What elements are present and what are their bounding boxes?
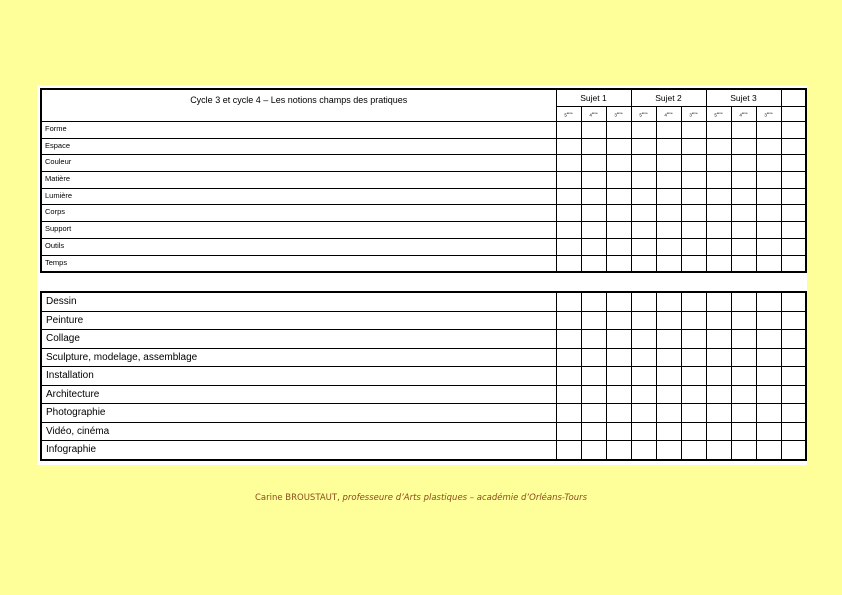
checkbox-cell[interactable] [681, 311, 706, 330]
table-row [41, 385, 806, 404]
table-row [41, 188, 806, 205]
checkbox-cell[interactable] [756, 330, 781, 349]
checkbox-cell[interactable] [731, 348, 756, 367]
checkbox-cell[interactable] [581, 172, 606, 189]
checkbox-cell[interactable] [731, 311, 756, 330]
checkbox-cell[interactable] [606, 255, 631, 272]
checkbox-cell[interactable] [656, 404, 681, 423]
checkbox-cell[interactable] [606, 292, 631, 311]
row-label: Couleur [41, 155, 556, 172]
checkbox-cell[interactable] [556, 122, 581, 139]
checkbox-cell[interactable] [781, 330, 806, 349]
checkbox-cell[interactable] [606, 155, 631, 172]
checkbox-cell[interactable] [781, 311, 806, 330]
level-header [581, 107, 606, 122]
checkbox-cell[interactable] [706, 255, 731, 272]
checkbox-cell[interactable] [606, 238, 631, 255]
checkbox-cell[interactable] [781, 422, 806, 441]
checkbox-cell[interactable] [756, 255, 781, 272]
table-row [41, 311, 806, 330]
checkbox-cell[interactable] [631, 385, 656, 404]
level-suffix: ème [741, 110, 748, 115]
checkbox-cell[interactable] [631, 348, 656, 367]
checkbox-cell[interactable] [731, 188, 756, 205]
level-number: 4 [664, 112, 667, 118]
checkbox-cell[interactable] [581, 348, 606, 367]
checkbox-cell[interactable] [731, 222, 756, 239]
checkbox-cell[interactable] [781, 138, 806, 155]
checkbox-cell[interactable] [781, 222, 806, 239]
checkbox-cell[interactable] [681, 292, 706, 311]
table-row [41, 172, 806, 189]
checkbox-cell[interactable] [756, 238, 781, 255]
table-title: Cycle 3 et cycle 4 – Les notions champs des pratiques [41, 89, 556, 122]
subject-header-3: Sujet 3 [706, 89, 781, 107]
checkbox-cell[interactable] [781, 122, 806, 139]
header-row [41, 89, 806, 107]
checkbox-cell[interactable] [781, 238, 806, 255]
checkbox-cell[interactable] [581, 255, 606, 272]
checkbox-cell[interactable] [631, 238, 656, 255]
row-label: Photographie [41, 404, 556, 423]
checkbox-cell[interactable] [581, 404, 606, 423]
row-label: Dessin [41, 292, 556, 311]
level-header [556, 107, 581, 122]
level-header [656, 107, 681, 122]
checkbox-cell[interactable] [731, 404, 756, 423]
checkbox-cell[interactable] [581, 311, 606, 330]
checkbox-cell[interactable] [731, 255, 756, 272]
row-label: Collage [41, 330, 556, 349]
checkbox-cell[interactable] [756, 155, 781, 172]
extra-header-cell [781, 89, 806, 107]
checkbox-cell[interactable] [706, 205, 731, 222]
level-number: 4 [739, 112, 742, 118]
checkbox-cell[interactable] [756, 348, 781, 367]
practices-table [40, 291, 807, 461]
checkbox-cell[interactable] [706, 188, 731, 205]
checkbox-cell[interactable] [781, 188, 806, 205]
row-label: Corps [41, 205, 556, 222]
checkbox-cell[interactable] [556, 172, 581, 189]
checkbox-cell[interactable] [606, 404, 631, 423]
level-header [756, 107, 781, 122]
checkbox-cell[interactable] [681, 238, 706, 255]
table-row [41, 292, 806, 311]
checkbox-cell[interactable] [731, 172, 756, 189]
checkbox-cell[interactable] [681, 222, 706, 239]
checkbox-cell[interactable] [656, 205, 681, 222]
checkbox-cell[interactable] [631, 222, 656, 239]
row-label: Sculpture, modelage, assemblage [41, 348, 556, 367]
checkbox-cell[interactable] [556, 138, 581, 155]
checkbox-cell[interactable] [731, 367, 756, 386]
checkbox-cell[interactable] [556, 205, 581, 222]
level-number: 3 [614, 112, 617, 118]
checkbox-cell[interactable] [656, 367, 681, 386]
checkbox-cell[interactable] [581, 330, 606, 349]
footer-separator: , [337, 493, 343, 503]
checkbox-cell[interactable] [656, 292, 681, 311]
checkbox-cell[interactable] [681, 385, 706, 404]
checkbox-cell[interactable] [756, 205, 781, 222]
checkbox-cell[interactable] [681, 155, 706, 172]
table-row [41, 255, 806, 272]
checkbox-cell[interactable] [781, 172, 806, 189]
checkbox-cell[interactable] [631, 188, 656, 205]
checkbox-cell[interactable] [781, 292, 806, 311]
table-row [41, 367, 806, 386]
checkbox-cell[interactable] [631, 155, 656, 172]
checkbox-cell[interactable] [556, 255, 581, 272]
checkbox-cell[interactable] [606, 422, 631, 441]
level-number: 3 [689, 112, 692, 118]
checkbox-cell[interactable] [581, 238, 606, 255]
table-row [41, 422, 806, 441]
checkbox-cell[interactable] [756, 292, 781, 311]
checkbox-cell[interactable] [781, 441, 806, 460]
author-name: Carine BROUSTAUT [254, 493, 338, 503]
row-label: Architecture [41, 385, 556, 404]
checkbox-cell[interactable] [556, 311, 581, 330]
checkbox-cell[interactable] [681, 348, 706, 367]
table-row [41, 330, 806, 349]
checkbox-cell[interactable] [781, 348, 806, 367]
level-number: 3 [764, 112, 767, 118]
level-header [731, 107, 756, 122]
table-row [41, 122, 806, 139]
row-label: Outils [41, 238, 556, 255]
checkbox-cell[interactable] [581, 122, 606, 139]
subject-header-1: Sujet 1 [556, 89, 631, 107]
checkbox-cell[interactable] [606, 122, 631, 139]
level-suffix: ème [616, 110, 623, 115]
notions-table [40, 88, 807, 273]
checkbox-cell[interactable] [631, 255, 656, 272]
checkbox-cell[interactable] [581, 205, 606, 222]
checkbox-cell[interactable] [606, 222, 631, 239]
row-label: Vidéo, cinéma [41, 422, 556, 441]
checkbox-cell[interactable] [756, 367, 781, 386]
level-header-empty [781, 107, 806, 122]
checkbox-cell[interactable] [556, 367, 581, 386]
row-label: Espace [41, 138, 556, 155]
checkbox-cell[interactable] [681, 122, 706, 139]
checkbox-cell[interactable] [656, 122, 681, 139]
checkbox-cell[interactable] [606, 205, 631, 222]
checkbox-cell[interactable] [731, 205, 756, 222]
checkbox-cell[interactable] [581, 222, 606, 239]
checkbox-cell[interactable] [706, 441, 731, 460]
table-row [41, 238, 806, 255]
checkbox-cell[interactable] [556, 441, 581, 460]
checkbox-cell[interactable] [556, 222, 581, 239]
checkbox-cell[interactable] [556, 348, 581, 367]
level-suffix: ème [716, 110, 723, 115]
table-row [41, 155, 806, 172]
level-suffix: ème [641, 110, 648, 115]
checkbox-cell[interactable] [606, 188, 631, 205]
checkbox-cell[interactable] [756, 441, 781, 460]
checkbox-cell[interactable] [731, 155, 756, 172]
checkbox-cell[interactable] [781, 385, 806, 404]
level-header [606, 107, 631, 122]
checkbox-cell[interactable] [606, 138, 631, 155]
checkbox-cell[interactable] [556, 238, 581, 255]
checkbox-cell[interactable] [606, 385, 631, 404]
checkbox-cell[interactable] [706, 348, 731, 367]
author-role: professeure d’Arts plastiques – académie d’Orléans-Tours [342, 493, 588, 503]
checkbox-cell[interactable] [656, 441, 681, 460]
level-suffix: ème [666, 110, 673, 115]
checkbox-cell[interactable] [681, 441, 706, 460]
checkbox-cell[interactable] [731, 138, 756, 155]
level-suffix: ème [591, 110, 598, 115]
checkbox-cell[interactable] [706, 330, 731, 349]
checkbox-cell[interactable] [556, 422, 581, 441]
checkbox-cell[interactable] [656, 255, 681, 272]
row-label: Peinture [41, 311, 556, 330]
checkbox-cell[interactable] [756, 172, 781, 189]
level-header [706, 107, 731, 122]
checkbox-cell[interactable] [681, 422, 706, 441]
checkbox-cell[interactable] [656, 188, 681, 205]
checkbox-cell[interactable] [756, 422, 781, 441]
row-label: Installation [41, 367, 556, 386]
table-row [41, 404, 806, 423]
checkbox-cell[interactable] [581, 155, 606, 172]
checkbox-cell[interactable] [681, 188, 706, 205]
checkbox-cell[interactable] [681, 404, 706, 423]
checkbox-cell[interactable] [656, 330, 681, 349]
checkbox-cell[interactable] [756, 404, 781, 423]
level-number: 5 [714, 112, 717, 118]
checkbox-cell[interactable] [656, 238, 681, 255]
checkbox-cell[interactable] [706, 138, 731, 155]
checkbox-cell[interactable] [681, 330, 706, 349]
level-header [631, 107, 656, 122]
row-label: Lumière [41, 188, 556, 205]
checkbox-cell[interactable] [556, 404, 581, 423]
checkbox-cell[interactable] [706, 155, 731, 172]
notions-sheet [37, 85, 807, 465]
level-suffix: ème [766, 110, 773, 115]
checkbox-cell[interactable] [581, 138, 606, 155]
checkbox-cell[interactable] [781, 255, 806, 272]
row-label: Matière [41, 172, 556, 189]
level-number: 4 [589, 112, 592, 118]
checkbox-cell[interactable] [706, 311, 731, 330]
subject-header-2: Sujet 2 [631, 89, 706, 107]
checkbox-cell[interactable] [581, 422, 606, 441]
checkbox-cell[interactable] [706, 172, 731, 189]
checkbox-cell[interactable] [631, 367, 656, 386]
checkbox-cell[interactable] [731, 441, 756, 460]
checkbox-cell[interactable] [681, 367, 706, 386]
checkbox-cell[interactable] [656, 155, 681, 172]
checkbox-cell[interactable] [706, 385, 731, 404]
checkbox-cell[interactable] [631, 330, 656, 349]
checkbox-cell[interactable] [706, 404, 731, 423]
checkbox-cell[interactable] [681, 205, 706, 222]
checkbox-cell[interactable] [656, 172, 681, 189]
checkbox-cell[interactable] [581, 385, 606, 404]
checkbox-cell[interactable] [706, 238, 731, 255]
checkbox-cell[interactable] [781, 367, 806, 386]
checkbox-cell[interactable] [581, 292, 606, 311]
checkbox-cell[interactable] [606, 172, 631, 189]
level-number: 5 [564, 112, 567, 118]
checkbox-cell[interactable] [631, 122, 656, 139]
checkbox-cell[interactable] [631, 404, 656, 423]
checkbox-cell[interactable] [756, 222, 781, 239]
checkbox-cell[interactable] [706, 122, 731, 139]
table-row [41, 441, 806, 460]
table-row [41, 138, 806, 155]
checkbox-cell[interactable] [556, 188, 581, 205]
table-row [41, 348, 806, 367]
checkbox-cell[interactable] [706, 222, 731, 239]
checkbox-cell[interactable] [681, 172, 706, 189]
checkbox-cell[interactable] [606, 441, 631, 460]
checkbox-cell[interactable] [706, 292, 731, 311]
row-label: Forme [41, 122, 556, 139]
checkbox-cell[interactable] [731, 122, 756, 139]
checkbox-cell[interactable] [781, 404, 806, 423]
checkbox-cell[interactable] [731, 238, 756, 255]
checkbox-cell[interactable] [631, 292, 656, 311]
checkbox-cell[interactable] [706, 367, 731, 386]
checkbox-cell[interactable] [606, 311, 631, 330]
checkbox-cell[interactable] [656, 385, 681, 404]
checkbox-cell[interactable] [556, 385, 581, 404]
checkbox-cell[interactable] [681, 138, 706, 155]
table-row [41, 205, 806, 222]
checkbox-cell[interactable] [556, 330, 581, 349]
checkbox-cell[interactable] [631, 422, 656, 441]
footer-credit [0, 493, 842, 503]
checkbox-cell[interactable] [606, 330, 631, 349]
checkbox-cell[interactable] [731, 422, 756, 441]
level-suffix: ème [566, 110, 573, 115]
row-label: Temps [41, 255, 556, 272]
checkbox-cell[interactable] [706, 422, 731, 441]
checkbox-cell[interactable] [756, 138, 781, 155]
checkbox-cell[interactable] [656, 311, 681, 330]
checkbox-cell[interactable] [756, 385, 781, 404]
table-row [41, 222, 806, 239]
checkbox-cell[interactable] [656, 348, 681, 367]
checkbox-cell[interactable] [656, 422, 681, 441]
checkbox-cell[interactable] [781, 205, 806, 222]
row-label: Support [41, 222, 556, 239]
checkbox-cell[interactable] [631, 172, 656, 189]
checkbox-cell[interactable] [631, 138, 656, 155]
checkbox-cell[interactable] [756, 122, 781, 139]
checkbox-cell[interactable] [631, 441, 656, 460]
checkbox-cell[interactable] [606, 367, 631, 386]
level-number: 5 [639, 112, 642, 118]
checkbox-cell[interactable] [631, 205, 656, 222]
checkbox-cell[interactable] [731, 330, 756, 349]
row-label: Infographie [41, 441, 556, 460]
checkbox-cell[interactable] [731, 385, 756, 404]
checkbox-cell[interactable] [581, 441, 606, 460]
checkbox-cell[interactable] [781, 155, 806, 172]
checkbox-cell[interactable] [581, 367, 606, 386]
checkbox-cell[interactable] [581, 188, 606, 205]
checkbox-cell[interactable] [756, 188, 781, 205]
level-suffix: ème [691, 110, 698, 115]
checkbox-cell[interactable] [606, 348, 631, 367]
checkbox-cell[interactable] [556, 155, 581, 172]
checkbox-cell[interactable] [731, 292, 756, 311]
checkbox-cell[interactable] [756, 311, 781, 330]
checkbox-cell[interactable] [556, 292, 581, 311]
level-header [681, 107, 706, 122]
checkbox-cell[interactable] [631, 311, 656, 330]
checkbox-cell[interactable] [681, 255, 706, 272]
checkbox-cell[interactable] [656, 222, 681, 239]
checkbox-cell[interactable] [656, 138, 681, 155]
